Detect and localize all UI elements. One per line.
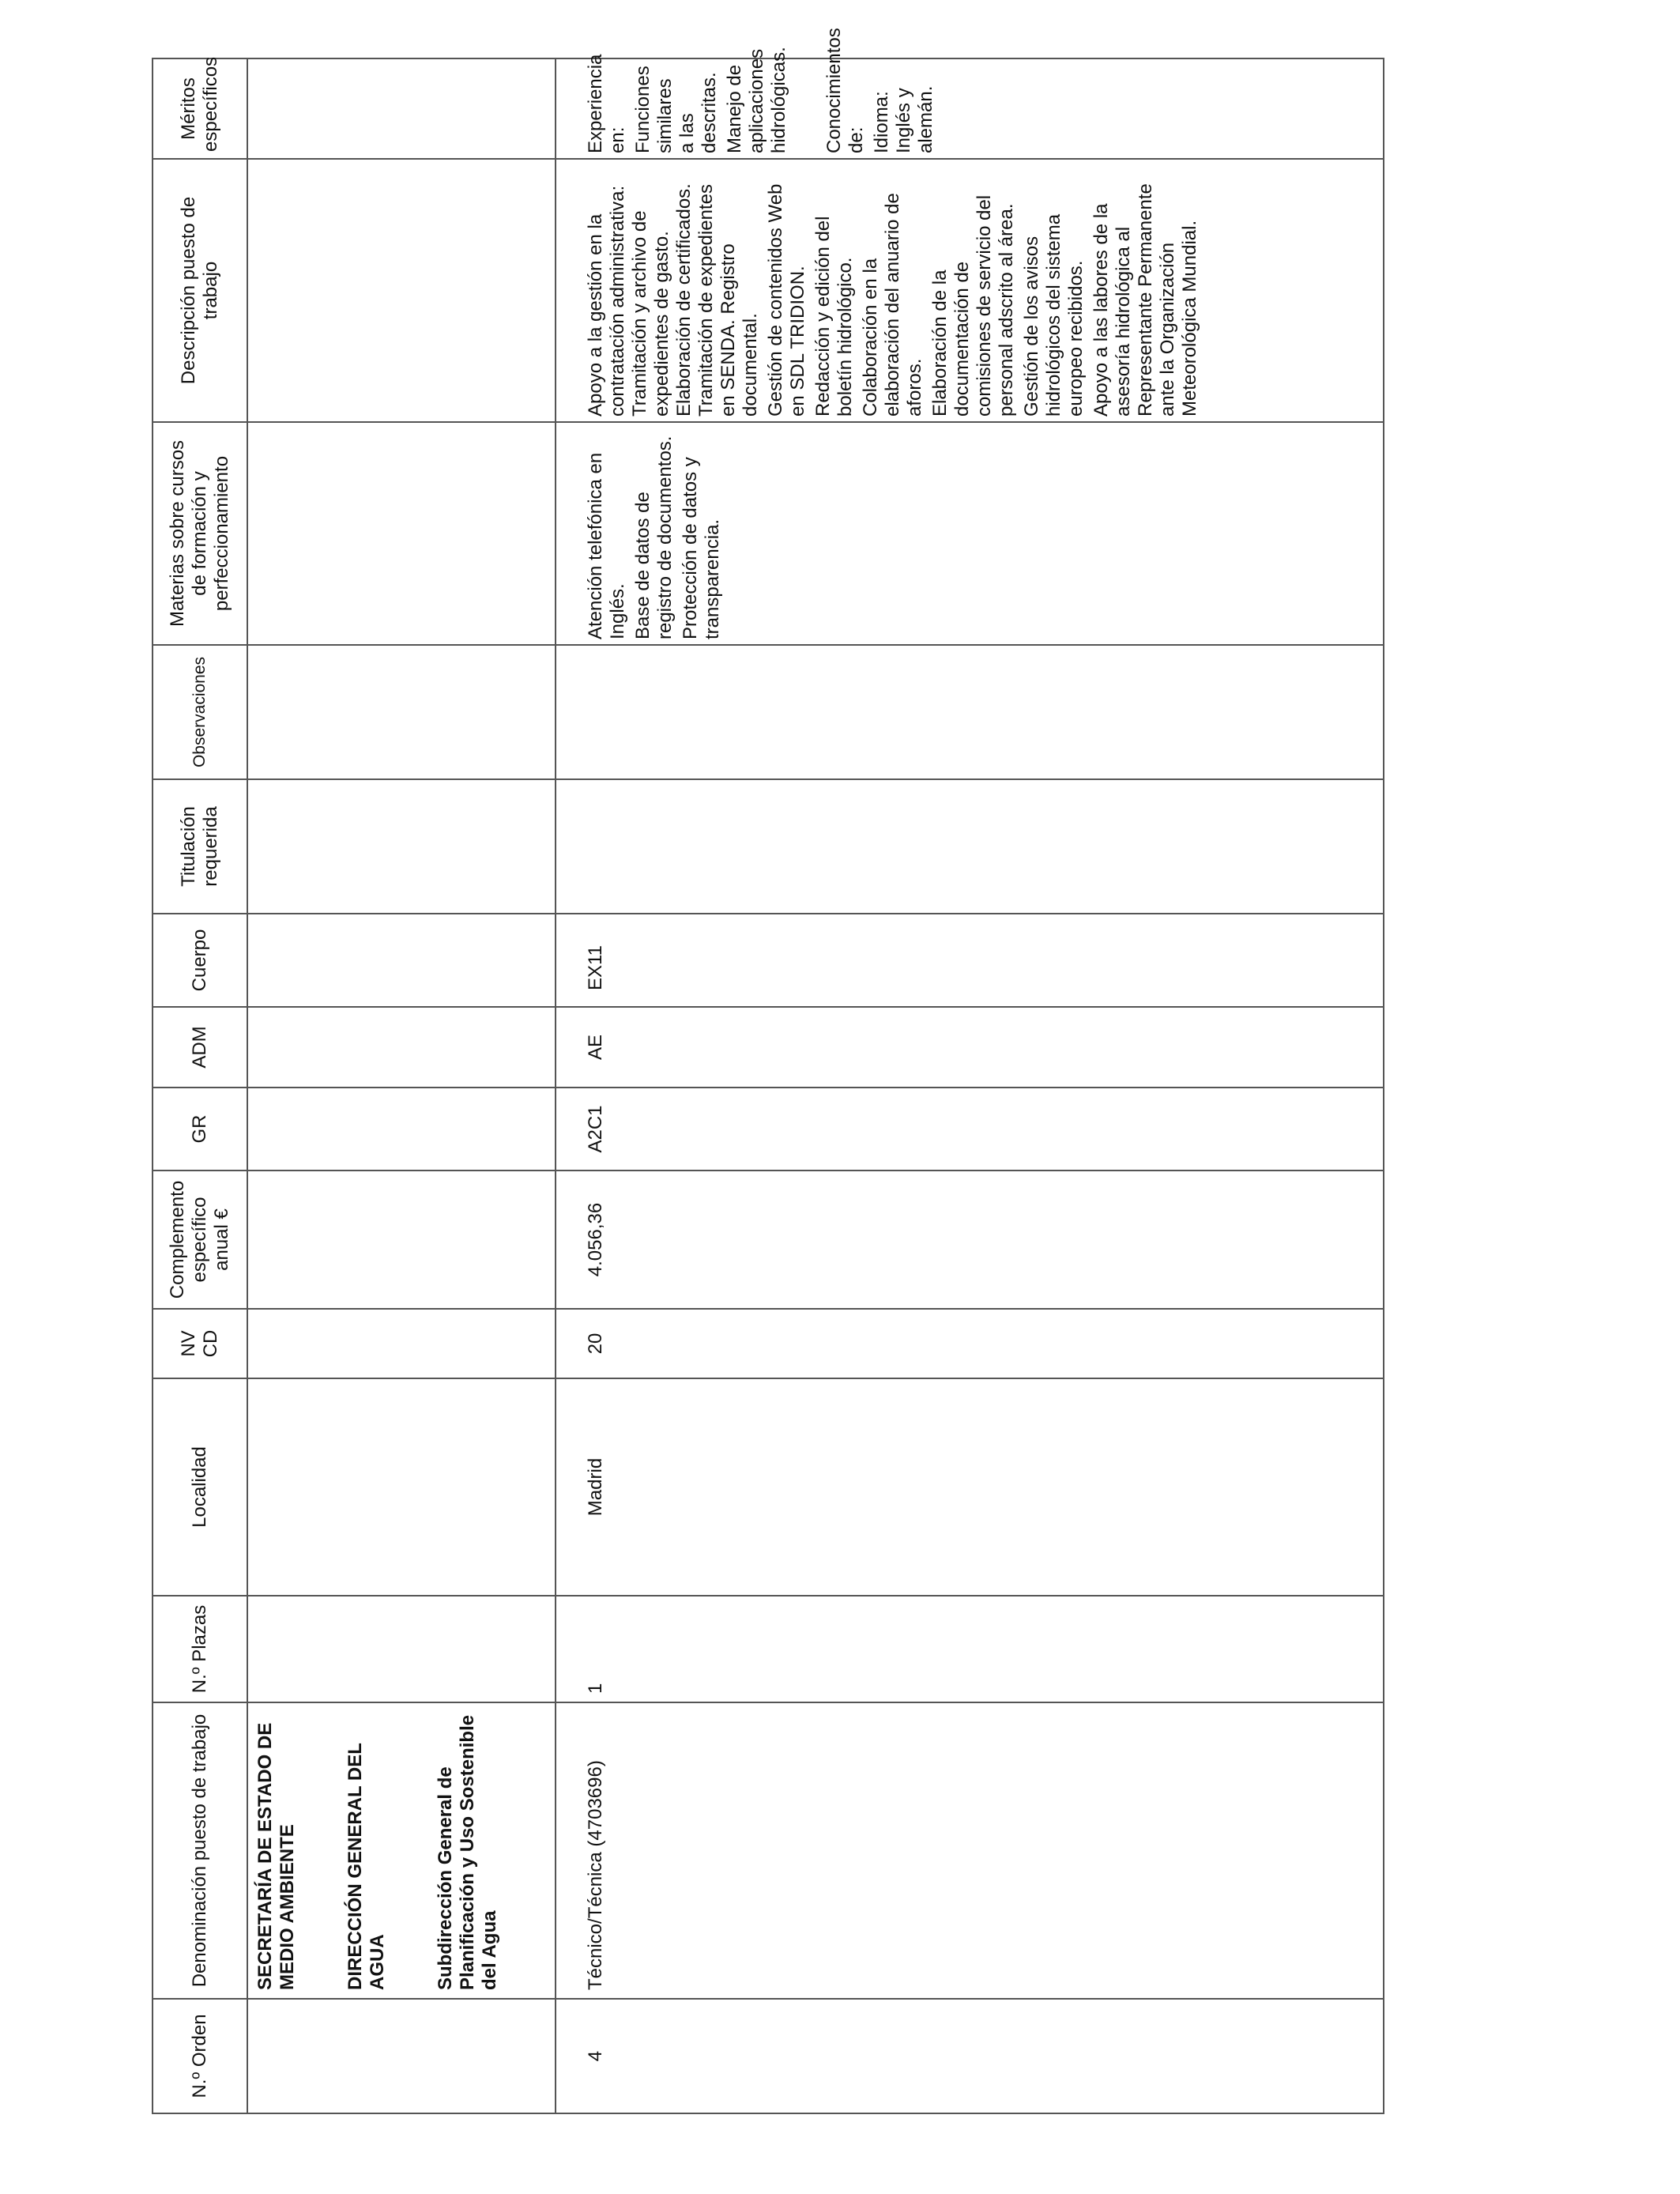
org-gr-cell bbox=[247, 1088, 556, 1171]
org-nivel-cell bbox=[247, 1309, 556, 1378]
cell-observaciones bbox=[556, 645, 1384, 779]
org-materias-cell bbox=[247, 422, 556, 645]
meritos-experiencia-item: Manejo de aplicaciones hidrológicas. bbox=[724, 47, 789, 153]
organization-row bbox=[247, 58, 556, 2113]
org-secretaria: SECRETARÍA DE ESTADO DE MEDIO AMBIENTE bbox=[254, 1722, 298, 1990]
cell-cuerpo: EX11 bbox=[556, 914, 1384, 1007]
header-complemento: Complemento específico anual € bbox=[153, 1171, 247, 1309]
job-posting-table-sheet bbox=[152, 28, 1384, 2114]
descripcion-item: Colaboración en la elaboración del anuario de aforos. bbox=[860, 193, 925, 417]
meritos-conocimientos-item: Idioma: Inglés y alemán. bbox=[871, 85, 936, 153]
cell-titulacion bbox=[556, 779, 1384, 914]
header-observaciones: Observaciones bbox=[153, 645, 247, 779]
job-posting-table bbox=[152, 28, 1384, 2114]
cell-orden: 4 bbox=[556, 1999, 1384, 2113]
header-nivel: NV CD bbox=[153, 1309, 247, 1378]
cell-gr: A2C1 bbox=[556, 1088, 1384, 1171]
header-orden: N.º Orden bbox=[153, 1999, 247, 2113]
org-subdireccion: Subdirección General de Planificación y Uso Sostenible del Agua bbox=[435, 1714, 500, 1990]
header-gr: GR bbox=[153, 1088, 247, 1171]
cell-complemento: 4.056,36 bbox=[556, 1171, 1384, 1309]
org-direccion: DIRECCIÓN GENERAL DEL AGUA bbox=[345, 1743, 388, 1990]
org-cuerpo-cell bbox=[247, 914, 556, 1007]
materia-item: Base de datos de registro de documentos. bbox=[632, 435, 676, 639]
cell-descripcion bbox=[556, 159, 1384, 422]
org-adm-cell bbox=[247, 1007, 556, 1088]
cell-denominacion: Técnico/Técnica (4703696) bbox=[556, 1702, 1384, 1999]
meritos-experiencia-label: Experiencia en: bbox=[585, 54, 628, 153]
org-complemento-cell bbox=[247, 1171, 556, 1309]
header-localidad: Localidad bbox=[153, 1378, 247, 1596]
org-localidad-cell bbox=[247, 1378, 556, 1596]
header-meritos: Méritos específicos bbox=[153, 58, 247, 159]
cell-localidad: Madrid bbox=[556, 1378, 1384, 1596]
org-denominacion-cell bbox=[247, 1702, 556, 1999]
descripcion-item: Apoyo a las labores de la asesoría hidrológica al Representante Permanente ante la Organización Meteorológica Mundial. bbox=[1090, 183, 1200, 417]
org-observaciones-cell bbox=[247, 645, 556, 779]
org-descripcion-cell bbox=[247, 159, 556, 422]
header-cuerpo: Cuerpo bbox=[153, 914, 247, 1007]
header-titulacion: Titulación requerida bbox=[153, 779, 247, 914]
header-descripcion: Descripción puesto de trabajo bbox=[153, 159, 247, 422]
descripcion-item: Gestión de los avisos hidrológicos del sistema europeo recibidos. bbox=[1021, 213, 1087, 417]
cell-meritos bbox=[556, 28, 1384, 159]
header-row bbox=[153, 58, 247, 2113]
descripcion-item: Gestión de contenidos Web en SDL TRIDION. bbox=[765, 183, 808, 417]
cell-adm: AE bbox=[556, 1007, 1384, 1088]
header-denominacion: Denominación puesto de trabajo bbox=[153, 1702, 247, 1999]
header-adm: ADM bbox=[153, 1007, 247, 1088]
org-meritos-cell bbox=[247, 58, 556, 159]
org-orden-cell bbox=[247, 1999, 556, 2113]
header-materias: Materias sobre cursos de formación y perfeccionamiento bbox=[153, 422, 247, 645]
descripcion-item: Redacción y edición del boletín hidrológico. bbox=[812, 216, 856, 417]
materia-item: Atención telefónica en Inglés. bbox=[585, 452, 628, 639]
descripcion-item: Elaboración de la documentación de comisiones de servicio del personal adscrito al área. bbox=[929, 194, 1017, 417]
meritos-conocimientos-label: Conocimientos de: bbox=[823, 28, 867, 153]
cell-nivel: 20 bbox=[556, 1309, 1384, 1378]
org-titulacion-cell bbox=[247, 779, 556, 914]
cell-plazas: 1 bbox=[556, 1596, 1384, 1702]
materia-item: Protección de datos y transparencia. bbox=[680, 457, 723, 639]
org-plazas-cell bbox=[247, 1596, 556, 1702]
cell-materias bbox=[556, 422, 1384, 645]
header-plazas: N.º Plazas bbox=[153, 1596, 247, 1702]
descripcion-item: Apoyo a la gestión en la contratación administrativa: Tramitación y archivo de expedientes de gasto. Elaboración de certificados. Tramitación de expedientes en SENDA. Registro documental. bbox=[585, 183, 761, 417]
table-row bbox=[556, 58, 1384, 2113]
meritos-experiencia-item: Funciones similares a las descritas. bbox=[632, 66, 720, 153]
